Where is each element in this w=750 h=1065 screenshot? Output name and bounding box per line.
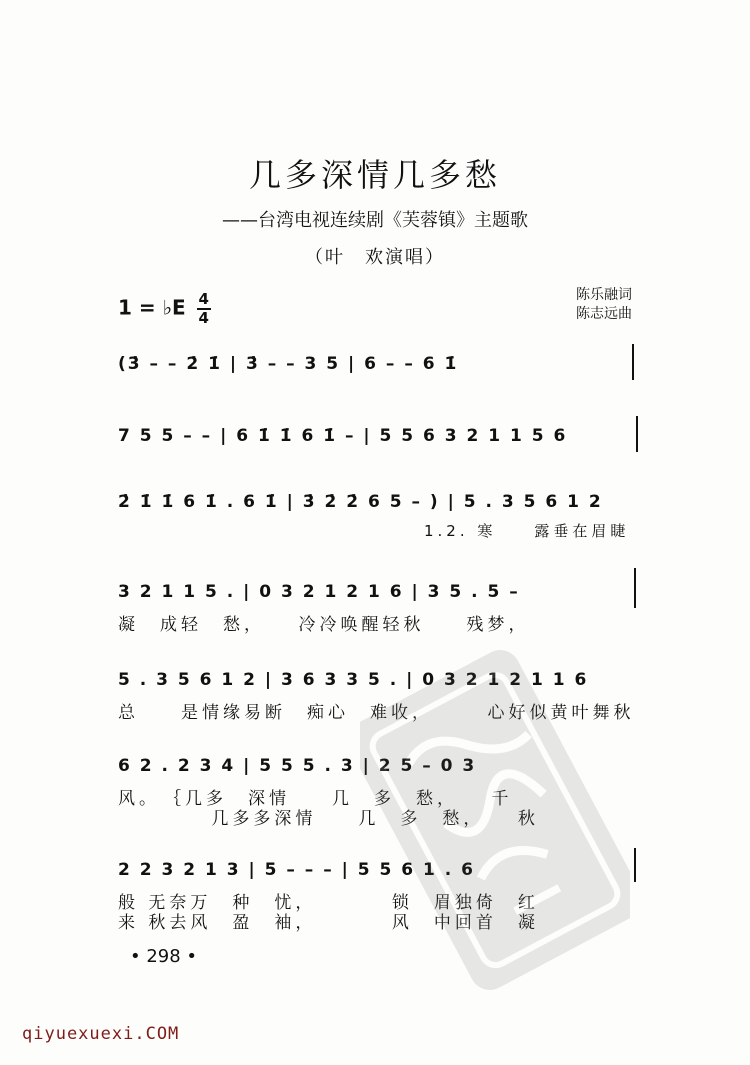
watermark-stamp-icon xyxy=(360,650,630,990)
lyric-line: 凝 成轻 愁， 冷冷唤醒轻秋 残梦， xyxy=(118,615,530,635)
site-footer-link[interactable]: qiyuexuexi.COM xyxy=(22,1024,180,1044)
time-signature xyxy=(197,292,211,326)
meter-bottom: 4 xyxy=(198,309,209,327)
notation-line: 7 5 5 – – | 6 1̇ 1̇ 6 1̇ – | 5 5 6 3 2 1 1 5 6 xyxy=(118,426,568,446)
lyric-line: 1.2. 寒 露垂在眉睫 xyxy=(424,522,630,540)
song-title: 几多深情几多愁 xyxy=(248,156,501,194)
notation-line: 5 . 3 5 6 1 2 | 3 6 3 3 5 . | 0 3 2 1 2 1 1 6 xyxy=(118,670,589,690)
lyric-line: 总 是情缘易断 痴心 难收， 心好似黄叶舞秋 xyxy=(118,703,635,723)
song-subtitle: ——台湾电视连续剧《芙蓉镇》主题歌 xyxy=(222,210,528,231)
key-signature xyxy=(118,292,211,326)
lyric-line-verse-2: 来 秋去风 盈 袖， 风 中回首 凝 xyxy=(118,913,539,933)
notation-line: 6 2 . 2 3 4 | 5 5 5 . 3 | 2 5 – 0 3 xyxy=(118,756,477,776)
lyricist-credit: 陈乐融词 xyxy=(576,287,632,303)
notation-line: (3̇ – – 2̇ 1̇ | 3̇ – – 3 5 | 6 – – 6 1̇ xyxy=(118,354,459,374)
composer-credit: 陈志远曲 xyxy=(576,306,632,322)
lyric-line-verse-2: 几多多深情 几 多 愁， 秋 xyxy=(118,809,539,829)
lyric-line: 般 无奈万 种 忧， 锁 眉独倚 红 xyxy=(118,893,539,913)
notation-line: 2̇ 1̇ 1̇ 6 1̇ . 6 1̇ | 3̇ 2̇ 2̇ 6 5 – ) | 5 . 3 5 6 1 2 xyxy=(118,492,603,512)
meter-top: 4 xyxy=(198,290,209,308)
key-label: 1 = ♭E xyxy=(118,295,186,320)
notation-line: 3 2 1 1 5 . | 0 3 2 1 2 1 6 | 3 5 . 5 – xyxy=(118,582,520,602)
performer-credit: （叶 欢演唱） xyxy=(305,247,445,268)
page-number: • 298 • xyxy=(130,946,198,967)
lyric-line: 风。 ｛几多 深情 几 多 愁， 千 xyxy=(118,789,513,809)
notation-line: 2 2 3 2 1 3 | 5 – – – | 5 5 6 1 . 6 xyxy=(118,860,475,880)
